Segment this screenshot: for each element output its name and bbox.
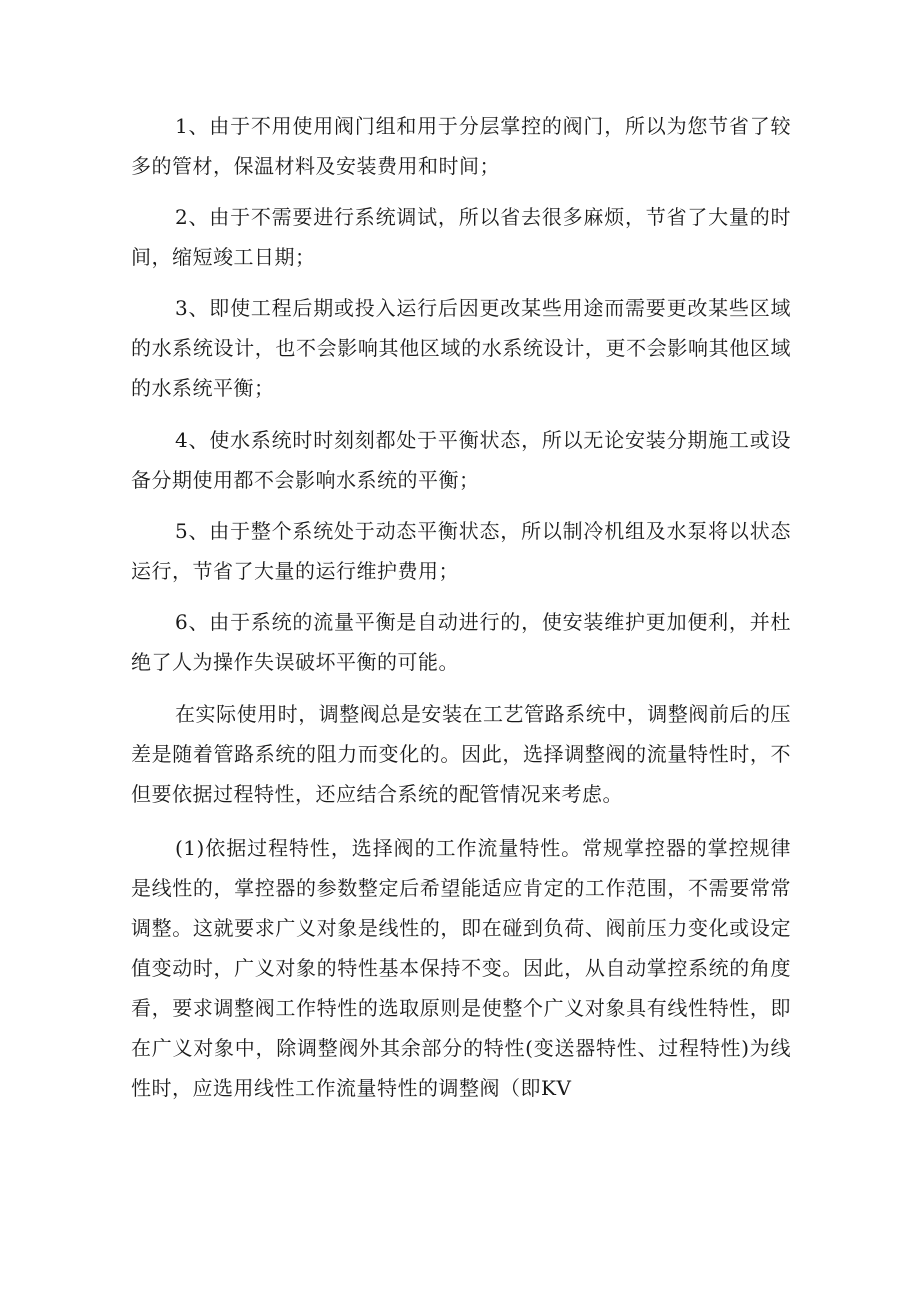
paragraph-advantage-6: 6、由于系统的流量平衡是自动进行的，使安装维护更加便利，并杜绝了人为操作失误破坏平衡的可能。 [131, 610, 791, 674]
paragraph-advantage-5: 5、由于整个系统处于动态平衡状态，所以制冷机组及水泵将以状态运行，节省了大量的运行维护费用； [131, 519, 791, 583]
paragraph-practical-use: 在实际使用时，调整阀总是安装在工艺管路系统中，调整阀前后的压差是随着管路系统的阻力而变化的。因此，选择调整阀的流量特性时，不但要依据过程特性，还应结合系统的配管情况来考虑。 [131, 702, 791, 806]
paragraph-advantage-3: 3、即使工程后期或投入运行后因更改某些用途而需要更改某些区域的水系统设计，也不会影响其他区域的水系统设计，更不会影响其他区域的水系统平衡； [131, 296, 791, 400]
paragraph-advantage-2: 2、由于不需要进行系统调试，所以省去很多麻烦，节省了大量的时间，缩短竣工日期； [131, 205, 791, 269]
document-body [131, 106, 791, 1108]
paragraph-process-characteristic: (1)依据过程特性，选择阀的工作流量特性。常规掌控器的掌控规律是线性的，掌控器的参数整定后希望能适应肯定的工作范围，不需要常常调整。这就要求广义对象是线性的，即在碰到负荷、阀前压力变化或设定值变动时，广义对象的特性基本保持不变。因此，从自动掌控系统的角度看，要求调整阀工作特性的选取原则是使整个广义对象具有线性特性，即在广义对象中，除调整阀外其余部分的特性(变送器特性、过程特性)为线性时，应选用线性工作流量特性的调整阀（即KV [131, 836, 791, 1100]
paragraph-advantage-4: 4、使水系统时时刻刻都处于平衡状态，所以无论安装分期施工或设备分期使用都不会影响水系统的平衡； [131, 428, 791, 492]
paragraph-advantage-1: 1、由于不用使用阀门组和用于分层掌控的阀门，所以为您节省了较多的管材，保温材料及安装费用和时间； [131, 114, 791, 178]
